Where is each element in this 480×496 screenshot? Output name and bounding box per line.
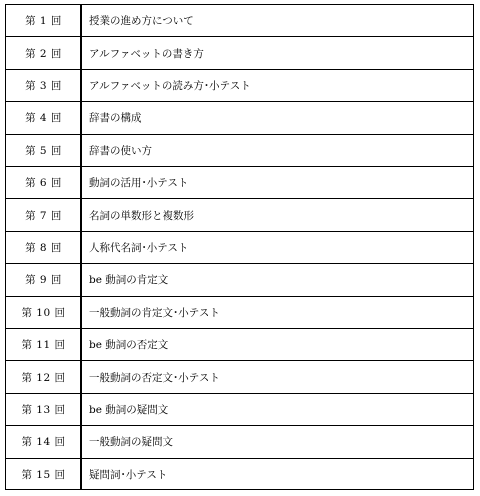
session-number: 第 10 回 xyxy=(21,306,66,319)
session-number: 第 1 回 xyxy=(25,15,62,28)
session-topic: アルファベットの書き方 xyxy=(89,47,204,60)
session-number: 第 8 回 xyxy=(25,241,62,254)
session-topic: 一般動詞の否定文･小テスト xyxy=(89,371,220,384)
session-number: 第 13 回 xyxy=(21,403,66,416)
session-number: 第 5 回 xyxy=(25,144,62,157)
table-row xyxy=(6,5,473,37)
table-row xyxy=(6,70,473,102)
session-topic: 名詞の単数形と複数形 xyxy=(89,209,194,222)
table-row xyxy=(6,394,473,426)
session-number: 第 9 回 xyxy=(25,274,62,287)
table-row xyxy=(6,426,473,458)
session-topic: be 動詞の肯定文 xyxy=(89,274,169,287)
schedule-table xyxy=(5,4,474,490)
table-row xyxy=(6,297,473,329)
session-topic: be 動詞の疑問文 xyxy=(89,403,169,416)
session-topic: be 動詞の否定文 xyxy=(89,339,169,352)
session-topic: 授業の進め方について xyxy=(89,15,194,28)
session-topic: 一般動詞の肯定文･小テスト xyxy=(89,306,220,319)
session-number: 第 4 回 xyxy=(25,112,62,125)
table-row xyxy=(6,232,473,264)
session-number: 第 15 回 xyxy=(21,469,66,482)
session-number: 第 2 回 xyxy=(25,47,62,60)
session-topic: 辞書の構成 xyxy=(89,112,142,125)
session-number: 第 6 回 xyxy=(25,177,62,190)
table-row xyxy=(6,37,473,69)
session-topic: 疑問詞･小テスト xyxy=(89,469,168,482)
table-row xyxy=(6,167,473,199)
table-row xyxy=(6,199,473,231)
table-row xyxy=(6,135,473,167)
session-number: 第 11 回 xyxy=(21,339,66,352)
table-row xyxy=(6,264,473,296)
session-topic: アルファベットの読み方･小テスト xyxy=(89,79,251,92)
session-number: 第 7 回 xyxy=(25,209,62,222)
table-row xyxy=(6,361,473,393)
session-topic: 動詞の活用･小テスト xyxy=(89,177,189,190)
session-topic: 辞書の使い方 xyxy=(89,144,152,157)
session-topic: 人称代名詞･小テスト xyxy=(89,241,189,254)
session-number: 第 12 回 xyxy=(21,371,66,384)
table-row xyxy=(6,102,473,134)
session-number: 第 3 回 xyxy=(25,79,62,92)
session-number: 第 14 回 xyxy=(21,436,66,449)
table-row xyxy=(6,329,473,361)
table-row xyxy=(6,459,473,491)
session-topic: 一般動詞の疑問文 xyxy=(89,436,173,449)
